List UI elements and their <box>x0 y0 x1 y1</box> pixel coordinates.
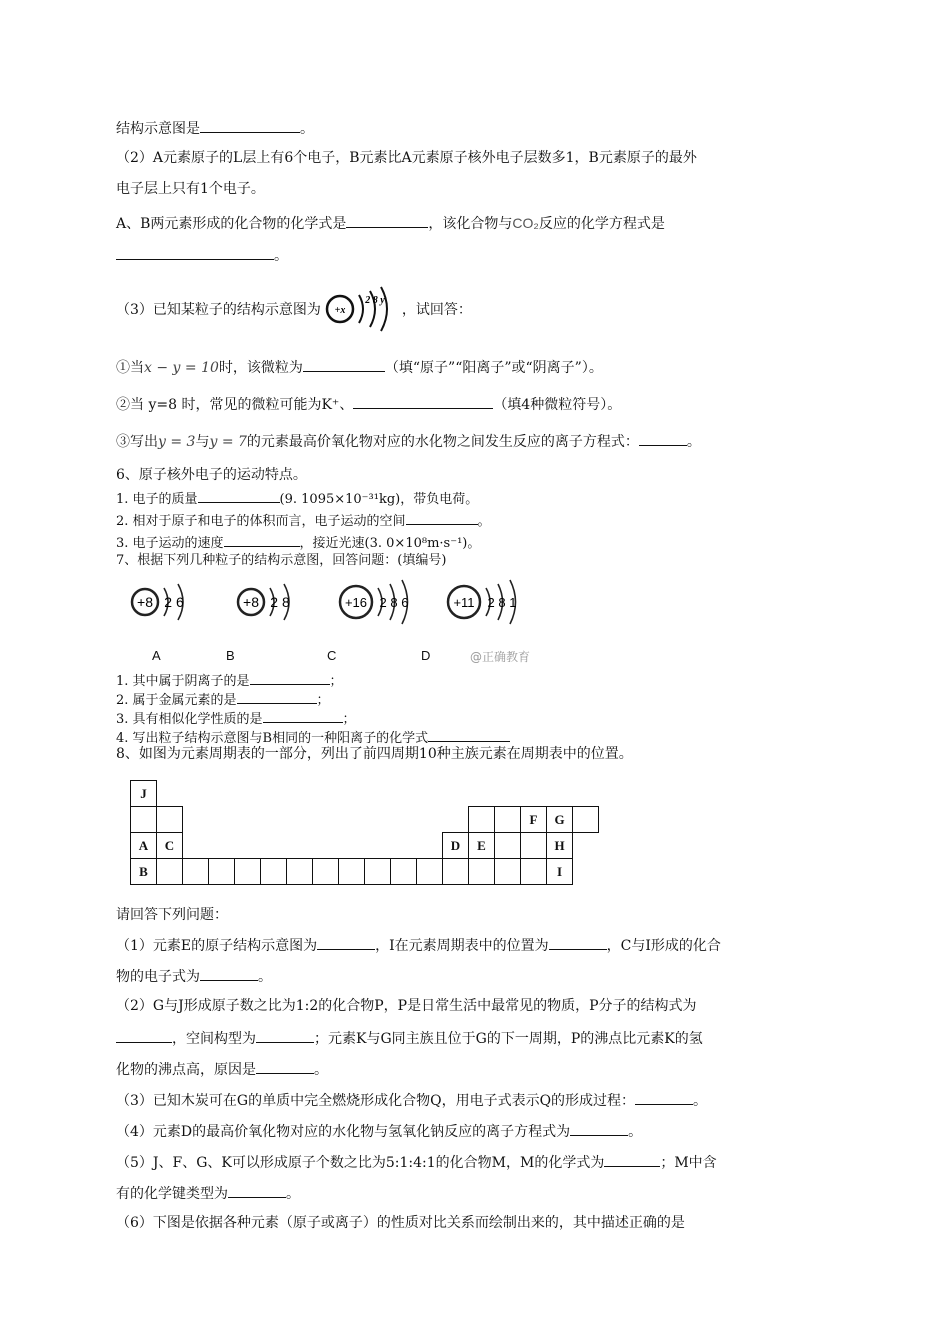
q8-part6: （6）下图是依据各种元素（原子或离子）的性质对比关系而绘制出来的，其中描述正确的是 <box>116 1215 685 1231</box>
svg-text:+x: +x <box>335 305 346 316</box>
q5-part2-line3: A、B两元素形成的化合物的化学式是 ，该化合物与CO₂反应的化学方程式是 <box>116 215 665 232</box>
cell-c: C <box>157 833 183 859</box>
q8-part1-line2: 物的电子式为 。 <box>116 966 272 986</box>
answer-blank[interactable] <box>116 1028 172 1043</box>
cell-j: J <box>131 781 157 807</box>
q6-line3: 3. 电子运动的速度 ，接近光速(3. 0×10⁸m·s⁻¹)。 <box>116 532 480 553</box>
atom-label-b: B <box>226 648 235 663</box>
answer-blank[interactable] <box>224 532 300 547</box>
q5-part3-line4: ③写出y = 3与y = 7的元素最高价氧化物对应的水化物之间发生反应的离子方程式： 。 <box>116 431 701 451</box>
cell-f: F <box>521 807 547 833</box>
cell-i: I <box>547 859 573 885</box>
answer-blank[interactable] <box>406 510 478 525</box>
q8-part2-line2: ，空间构型为 ；元素K与G同主族且位于G的下一周期，P的沸点比元素K的氢 <box>116 1028 703 1048</box>
cell-d: D <box>443 833 469 859</box>
q6-line2: 2. 相对于原子和电子的体积而言，电子运动的空间 。 <box>116 510 491 531</box>
periodic-table-excerpt <box>130 780 599 885</box>
answer-blank[interactable] <box>353 394 493 409</box>
atom-label-c: C <box>327 648 337 663</box>
q7-line3: 3. 具有相似化学性质的是 ； <box>116 708 356 729</box>
answer-blank[interactable] <box>635 1090 693 1105</box>
answer-blank[interactable] <box>346 213 428 228</box>
cell-a: A <box>131 833 157 859</box>
answer-blank[interactable] <box>116 245 274 260</box>
q5-part3-line3: ②当 y=8 时，常见的微粒可能为K⁺、 （填4种微粒符号）。 <box>116 394 621 414</box>
q8-part1-line1: （1）元素E的原子结构示意图为 ，I在元素周期表中的位置为 ，C与I形成的化合 <box>116 935 721 955</box>
q5-part3-line2: ①当x − y = 10时，该微粒为 （填“原子”“阳离子”或“阴离子”）。 <box>116 357 603 377</box>
atom-label-a: A <box>152 648 161 663</box>
svg-text:2 6: 2 6 <box>164 594 184 610</box>
q7-title: 7、根据下列几种粒子的结构示意图，回答问题：(填编号) <box>116 553 447 568</box>
q8-part2-line1: （2）G与J形成原子数之比为1:2的化合物P，P是日常生活中最常见的物质，P分子的结构式为 <box>116 998 697 1014</box>
q8-part4: （4）元素D的最高价氧化物对应的水化物与氢氧化钠反应的离子方程式为 。 <box>116 1121 642 1141</box>
q5-line0: 结构示意图是 。 <box>116 118 314 138</box>
cell-b: B <box>131 859 157 885</box>
answer-blank[interactable] <box>256 1059 314 1074</box>
answer-blank[interactable] <box>250 670 330 685</box>
answer-blank[interactable] <box>570 1121 628 1136</box>
answer-blank[interactable] <box>549 935 607 950</box>
atom-label-d: D <box>421 648 431 663</box>
svg-text:+11: +11 <box>453 595 475 610</box>
cell-e: E <box>469 833 495 859</box>
watermark: @正确教育 <box>470 650 531 664</box>
answer-blank[interactable] <box>639 431 687 446</box>
answer-blank[interactable] <box>303 357 385 372</box>
answer-blank[interactable] <box>228 1183 286 1198</box>
atom-diagram-c <box>336 580 426 638</box>
answer-blank[interactable] <box>317 935 375 950</box>
q8-part5-line1: （5）J、F、G、K可以形成原子个数之比为5:1:4:1的化合物M，M的化学式为 ；M中含 <box>116 1152 717 1172</box>
answer-blank[interactable] <box>200 966 258 981</box>
svg-text:+16: +16 <box>344 595 368 610</box>
q6-line1: 1. 电子的质量 (9. 1095×10⁻³¹kg)，带负电荷。 <box>116 488 478 509</box>
q8-part3: （3）已知木炭可在G的单质中完全燃烧形成化合物Q，用电子式表示Q的形成过程： 。 <box>116 1090 707 1110</box>
q7-line4: 4. 写出粒子结构示意图与B相同的一种阳离子的化学式 <box>116 727 510 748</box>
q8-title: 8、如图为元素周期表的一部分，列出了前四周期10种主族元素在周期表中的位置。 <box>116 746 633 762</box>
svg-text:2 8: 2 8 <box>270 594 290 610</box>
atom-diagram-b <box>234 580 314 638</box>
atom-diagram-d <box>444 580 534 638</box>
answer-blank[interactable] <box>237 689 317 704</box>
svg-text:2 8 6: 2 8 6 <box>379 595 409 610</box>
svg-text:2 8 1: 2 8 1 <box>487 595 517 610</box>
q8-part2-line3: 化物的沸点高，原因是 。 <box>116 1059 328 1079</box>
answer-blank[interactable] <box>198 488 280 503</box>
answer-blank[interactable] <box>256 1028 314 1043</box>
q5-part3-line1: （3）已知某粒子的结构示意图为 +x 2 8 y ，试回答： <box>116 301 472 319</box>
answer-blank[interactable] <box>200 118 300 133</box>
q5-part2-line2: 电子层上只有1个电子。 <box>116 181 265 197</box>
cell-g: G <box>547 807 573 833</box>
svg-text:2 8 y: 2 8 y <box>365 295 386 306</box>
particle-structure-diagram <box>325 295 397 319</box>
answer-blank[interactable] <box>263 708 343 723</box>
q8-intro: 请回答下列问题： <box>116 907 228 923</box>
q7-line2: 2. 属于金属元素的是 ； <box>116 689 330 710</box>
q8-part5-line2: 有的化学键类型为 。 <box>116 1183 300 1203</box>
cell-h: H <box>547 833 573 859</box>
q5-part2-line4: 。 <box>116 245 288 265</box>
q7-line1: 1. 其中属于阴离子的是 ； <box>116 670 343 691</box>
atom-diagram-a <box>128 580 208 638</box>
svg-text:+8: +8 <box>137 594 153 610</box>
q5-part2-line1: （2）A元素原子的L层上有6个电子，B元素比A元素原子核外电子层数多1，B元素原子的最外 <box>116 150 697 166</box>
answer-blank[interactable] <box>604 1152 660 1167</box>
answer-blank[interactable] <box>428 727 510 742</box>
svg-text:+8: +8 <box>243 594 259 610</box>
q6-title: 6、原子核外电子的运动特点。 <box>116 467 307 483</box>
